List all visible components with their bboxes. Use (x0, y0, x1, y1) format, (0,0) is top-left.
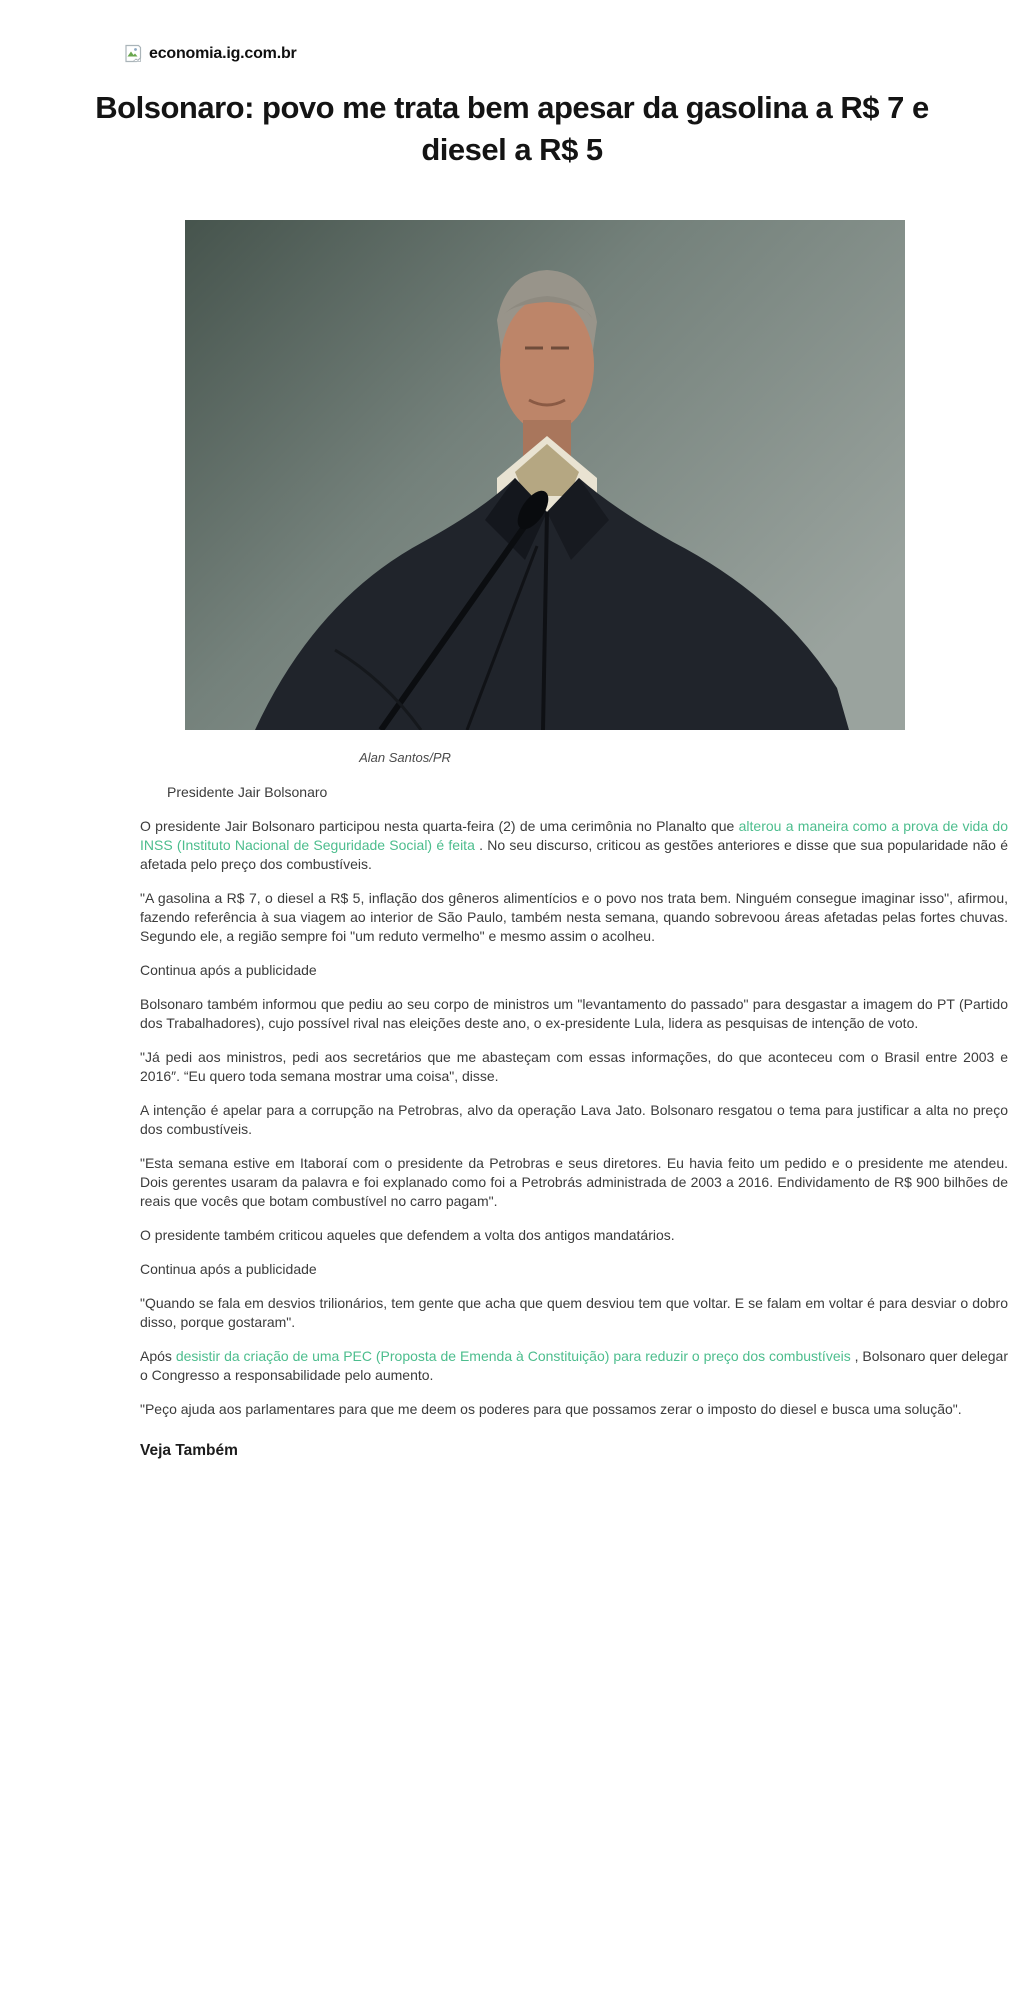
article-paragraph (140, 817, 1008, 874)
article-paragraph (140, 889, 1008, 946)
article-body (140, 817, 1008, 1419)
paragraph-text: O presidente Jair Bolsonaro participou nesta quarta-feira (2) de uma cerimônia no Planalto que (140, 818, 739, 834)
paragraph-text: "Esta semana estive em Itaboraí com o presidente da Petrobras e seus diretores. Eu havia feito um pedido e o presidente me atendeu. Dois gerentes usaram da palavra e foi explanado como foi a Petrobrás administrada de 2003 a 2016. Endividamento de R$ 900 bilhões de reais que vocês que botam combustível no carro pagam". (140, 1155, 1008, 1209)
article-paragraph (140, 1294, 1008, 1332)
site-header (0, 0, 1024, 63)
article-paragraph (140, 995, 1008, 1033)
article-title: Bolsonaro: povo me trata bem apesar da gasolina a R$ 7 e diesel a R$ 5 (95, 90, 929, 167)
article-paragraph (140, 1048, 1008, 1086)
inline-link[interactable]: alterou a maneira como a prova de vida do INSS (Instituto Nacional de Seguridade Social) é feita (140, 818, 1008, 853)
site-name: economia.ig.com.br (149, 44, 297, 62)
face-shape (500, 297, 594, 433)
article-paragraph (140, 1226, 1008, 1245)
paragraph-text: Após (140, 1348, 176, 1364)
paragraph-text: Continua após a publicidade (140, 962, 317, 978)
broken-image-icon (124, 44, 143, 63)
photo-credit: Alan Santos/PR (359, 750, 451, 765)
article-paragraph (140, 1347, 1008, 1385)
paragraph-text: Continua após a publicidade (140, 1261, 317, 1277)
article-photo (185, 220, 905, 730)
paragraph-text: "Quando se fala em desvios trilionários, tem gente que acha que quem desviou tem que voltar. E se falam em voltar é para desviar o dobro disso, porque gostaram". (140, 1295, 1008, 1330)
ad-placeholder-text (140, 961, 1008, 980)
article-paragraph (140, 1400, 1008, 1419)
paragraph-text: "A gasolina a R$ 7, o diesel a R$ 5, inflação dos gêneros alimentícios e o povo nos trata bem. Ninguém consegue imaginar isso", afirmou, fazendo referência à sua viagem ao interior de São Paulo, também nesta semana, quando sobrevoou áreas afetadas pelas fortes chuvas. Segundo ele, a região sempre foi "um reduto vermelho" e mesmo assim o acolheu. (140, 890, 1008, 944)
photo-caption: Presidente Jair Bolsonaro (167, 784, 328, 800)
paragraph-text: "Peço ajuda aos parlamentares para que me deem os poderes para que possamos zerar o imposto do diesel e busca uma solução". (140, 1401, 962, 1417)
paragraph-text: Bolsonaro também informou que pediu ao seu corpo de ministros um "levantamento do passado" para desgastar a imagem do PT (Partido dos Trabalhadores), cujo possível rival nas eleições deste ano, o ex-presidente Lula, lidera as pesquisas de intenção de voto. (140, 996, 1008, 1031)
paragraph-text: , Bolsonaro quer delegar o Congresso a responsabilidade pelo aumento. (140, 1348, 1009, 1383)
paragraph-text: "Já pedi aos ministros, pedi aos secretários que me abasteçam com essas informações, do que aconteceu com o Brasil entre 2003 e 2016″. “Eu quero toda semana mostrar uma coisa", disse. (140, 1049, 1008, 1084)
inline-link[interactable]: desistir da criação de uma PEC (Proposta de Emenda à Constituição) para reduzir o preço dos combustíveis (175, 1348, 851, 1364)
paragraph-text: O presidente também criticou aqueles que defendem a volta dos antigos mandatários. (140, 1227, 675, 1243)
article-paragraph (140, 1154, 1008, 1211)
paragraph-text: A intenção é apelar para a corrupção na Petrobras, alvo da operação Lava Jato. Bolsonaro resgatou o tema para justificar a alta no preço dos combustíveis. (140, 1102, 1008, 1137)
see-also-heading: Veja Também (140, 1442, 238, 1459)
article-figure (185, 220, 905, 765)
article-paragraph (140, 1101, 1008, 1139)
ad-placeholder-text (140, 1260, 1008, 1279)
paragraph-text: . No seu discurso, criticou as gestões anteriores e disse que sua popularidade não é afetada pelo preço dos combustíveis. (140, 837, 1008, 872)
